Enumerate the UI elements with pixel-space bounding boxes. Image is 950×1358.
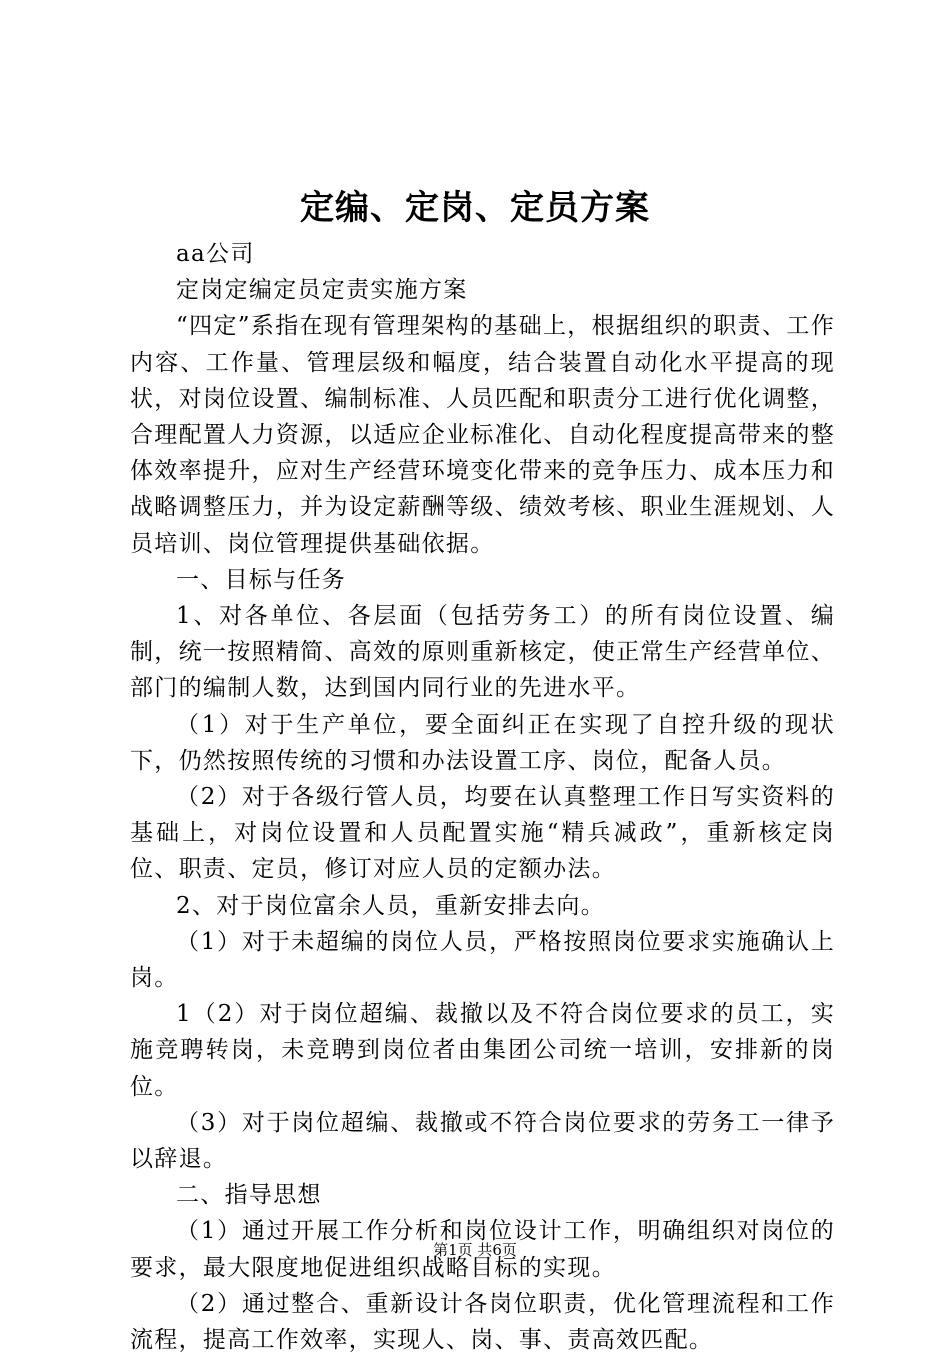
paragraph-guidance-1: （1）通过开展工作分析和岗位设计工作，明确组织对岗位的要求，最大限度地促进组织战略目标的实现。 <box>130 1218 835 1281</box>
paragraph-goal-2: 2、对于岗位富余人员，重新安排去向。 <box>176 892 606 919</box>
document-title: 定编、定岗、定员方案 <box>300 188 650 228</box>
section-heading-guidance: 二、指导思想 <box>176 1182 322 1209</box>
section-heading-goals: 一、目标与任务 <box>176 566 347 593</box>
page-number-footer: 第1页 共6页 <box>433 1241 517 1259</box>
paragraph-guidance-2: （2）通过整合、重新设计各岗位职责，优化管理流程和工作流程，提高工作效率，实现人、岗、事、责高效匹配。 <box>130 1290 835 1354</box>
paragraph-intro: “四定”系指在现有管理架构的基础上，根据组织的职责、工作内容、工作量、管理层级和幅度，结合装置自动化水平提高的现状，对岗位设置、编制标准、人员匹配和职责分工进行优化调整，合理配置人力资源，以适应企业标准化、自动化程度提高带来的整体效率提升，应对生产经营环境变化带来的竞争压力、成本压力和战略调整压力，并为设定薪酬等级、绩效考核、职业生涯规划、人员培训、岗位管理提供基础依据。 <box>130 313 835 557</box>
paragraph-goal-1-item-2: （2）对于各级行管人员，均要在认真整理工作日写实资料的基础上，对岗位设置和人员配置实施“精兵减政”，重新核定岗位、职责、定员，修订对应人员的定额办法。 <box>130 784 835 883</box>
paragraph-goal-2-item-3: （3）对于岗位超编、裁撤或不符合岗位要求的劳务工一律予以辞退。 <box>130 1109 835 1173</box>
paragraph-goal-1-item-1: （1）对于生产单位，要全面纠正在实现了自控升级的现状下，仍然按照传统的习惯和办法设置工序、岗位，配备人员。 <box>130 711 835 774</box>
paragraph-goal-2-item-2: 1（2）对于岗位超编、裁撤以及不符合岗位要求的员工，实施竞聘转岗，未竞聘到岗位者由集团公司统一培训，安排新的岗位。 <box>130 1001 835 1100</box>
paragraph-goal-2-item-1: （1）对于未超编的岗位人员，严格按照岗位要求实施确认上岗。 <box>130 928 835 992</box>
document-body <box>130 236 835 1358</box>
company-name: aa公司 <box>176 241 255 267</box>
document-subtitle: 定岗定编定员定责实施方案 <box>176 277 468 304</box>
paragraph-goal-1: 1、对各单位、各层面（包括劳务工）的所有岗位设置、编制，统一按照精简、高效的原则重新核定，使正常生产经营单位、部门的编制人数，达到国内同行业的先进水平。 <box>130 603 835 702</box>
